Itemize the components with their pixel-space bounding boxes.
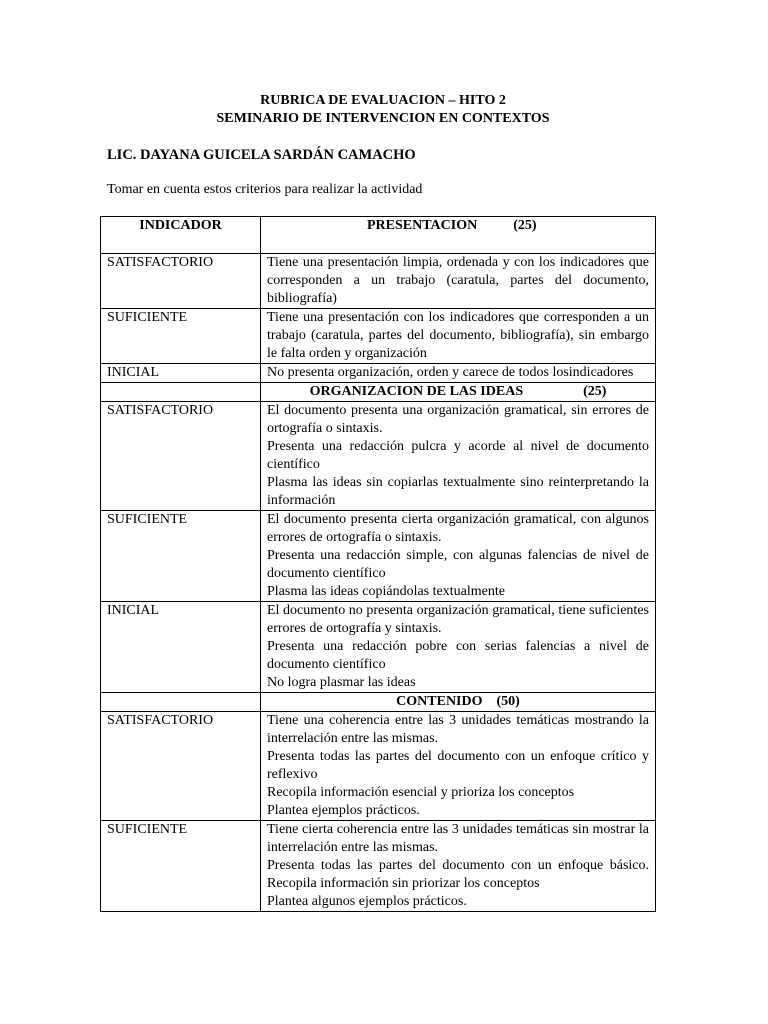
description-line: Tiene una presentación limpia, ordenada y con los indicadores que corresponden a un trabajo (caratula, partes del documento, bibliografía) xyxy=(267,255,649,306)
section-header-row xyxy=(101,383,656,402)
section-header-row xyxy=(101,693,656,712)
description-line: El documento no presenta organización gramatical, tiene suficientes errores de ortografía y sintaxis. xyxy=(267,603,649,636)
table-row xyxy=(101,254,656,309)
section-ideas-header xyxy=(261,383,656,402)
description-cell xyxy=(261,254,656,309)
header-presentation-label: PRESENTACION xyxy=(367,218,478,233)
description-line: Plantea ejemplos prácticos. xyxy=(267,803,420,818)
description-cell xyxy=(261,364,656,383)
header-indicator: INDICADOR xyxy=(101,217,261,254)
description-line: El documento presenta cierta organización gramatical, con algunos errores de ortografía o sintaxis. xyxy=(267,512,649,545)
table-row xyxy=(101,712,656,821)
section-empty-cell xyxy=(101,383,261,402)
author-name: LIC. DAYANA GUICELA SARDÁN CAMACHO xyxy=(107,147,416,163)
table-row xyxy=(101,511,656,602)
intro-text: Tomar en cuenta estos criterios para realizar la actividad xyxy=(107,182,423,197)
description-line: Presenta una redacción pobre con serias falencias a nivel de documento científico xyxy=(267,639,649,672)
description-line: Plantea algunos ejemplos prácticos. xyxy=(267,894,467,909)
description-line: Presenta todas las partes del documento con un enfoque crítico y reflexivo xyxy=(267,749,649,782)
table-row xyxy=(101,602,656,693)
table-header-row xyxy=(101,217,656,254)
description-line: Plasma las ideas copiándolas textualmente xyxy=(267,584,505,599)
section-ideas-points: (25) xyxy=(583,384,607,399)
section-empty-cell xyxy=(101,693,261,712)
description-cell xyxy=(261,309,656,364)
description-cell xyxy=(261,712,656,821)
description-line: No presenta organización, orden y carece de todos losindicadores xyxy=(267,365,634,380)
level-cell: SATISFACTORIO xyxy=(101,402,261,511)
section-content-points: (50) xyxy=(496,694,520,709)
description-cell xyxy=(261,602,656,693)
description-line: Plasma las ideas sin copiarlas textualmente sino reinterpretando la información xyxy=(267,475,649,508)
description-cell xyxy=(261,402,656,511)
level-cell: SATISFACTORIO xyxy=(101,254,261,309)
description-line: Tiene cierta coherencia entre las 3 unidades temáticas sin mostrar la interrelación entre las mismas. xyxy=(267,822,649,855)
level-cell: INICIAL xyxy=(101,364,261,383)
description-line: Tiene una coherencia entre las 3 unidades temáticas mostrando la interrelación entre las mismas. xyxy=(267,713,649,746)
rubric-table xyxy=(100,216,656,912)
description-line: Recopila información esencial y prioriza los conceptos xyxy=(267,785,575,800)
description-line: Tiene una presentación con los indicadores que corresponden a un trabajo (caratula, partes del documento, bibliografía), sin embargo le falta orden y organización xyxy=(267,310,649,361)
document-title: RUBRICA DE EVALUACION – HITO 2 xyxy=(260,93,506,108)
description-line: Presenta una redacción pulcra y acorde al nivel de documento científico xyxy=(267,439,649,472)
header-presentation-points: (25) xyxy=(513,218,537,233)
table-row xyxy=(101,364,656,383)
table-row xyxy=(101,402,656,511)
description-cell xyxy=(261,511,656,602)
table-row xyxy=(101,309,656,364)
level-cell: SUFICIENTE xyxy=(101,821,261,912)
level-cell: SUFICIENTE xyxy=(101,309,261,364)
table-row xyxy=(101,821,656,912)
header-presentation xyxy=(261,217,656,254)
description-line: El documento presenta una organización gramatical, sin errores de ortografía o sintaxis. xyxy=(267,403,649,436)
section-content-label: CONTENIDO xyxy=(396,694,483,709)
level-cell: SATISFACTORIO xyxy=(101,712,261,821)
section-ideas-label: ORGANIZACION DE LAS IDEAS xyxy=(309,384,524,399)
description-cell xyxy=(261,821,656,912)
document-subtitle: SEMINARIO DE INTERVENCION EN CONTEXTOS xyxy=(216,111,550,126)
description-line: No logra plasmar las ideas xyxy=(267,675,416,690)
description-line: Presenta todas las partes del documento con un enfoque básico. Recopila información sin priorizar los conceptos xyxy=(267,858,649,891)
level-cell: INICIAL xyxy=(101,602,261,693)
description-line: Presenta una redacción simple, con algunas falencias de nivel de documento científico xyxy=(267,548,649,581)
level-cell: SUFICIENTE xyxy=(101,511,261,602)
section-content-header xyxy=(261,693,656,712)
